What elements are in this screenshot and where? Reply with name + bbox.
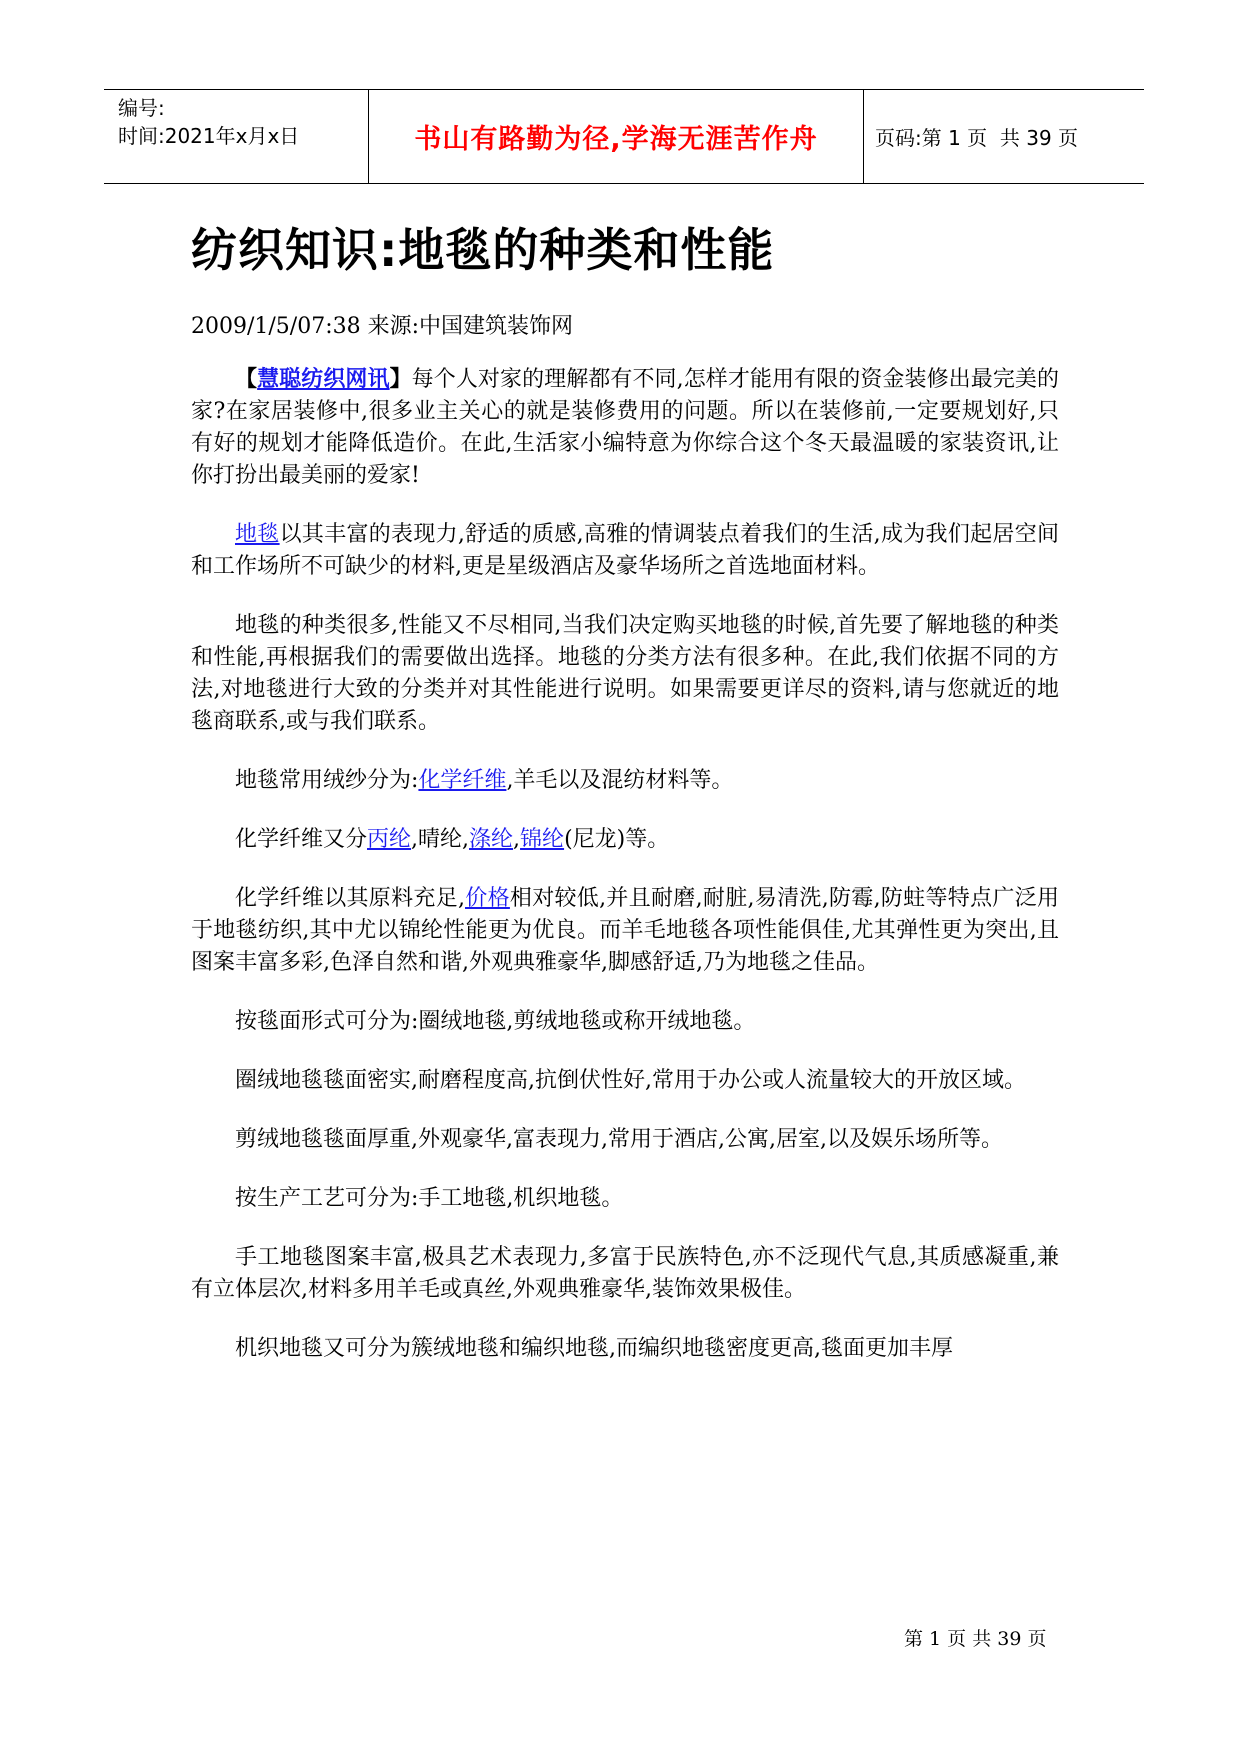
time-label: 时间:2021年x月x日 — [118, 124, 300, 148]
paragraph-text: ,羊毛以及混纺材料等。 — [506, 768, 734, 793]
header-meta-cell — [104, 90, 368, 183]
paragraph-text: 每个人对家的理解都有不同,怎样才能用有限的资金装修出最完美的家?在家居装修中,很多业主关心的就是装修费用的问题。所以在装修前,一定要规划好,只有好的规划才能降低造价。在此,生活家小编特意为你综合这个冬天最温暖的家装资讯,让你打扮出最美丽的爱家! — [191, 367, 1059, 488]
page-info: 页码:第 1 页 共 39 页 — [875, 126, 1079, 150]
paragraph-yarn — [191, 765, 1059, 797]
brand-link[interactable]: 慧聪纺织网讯 — [257, 367, 390, 392]
paragraph-text: ,晴纶, — [411, 827, 470, 852]
paragraph-process: 按生产工艺可分为:手工地毯,机织地毯。 — [235, 1186, 624, 1211]
paragraph-machine: 机织地毯又可分为簇绒地毯和编织地毯,而编织地毯密度更高,毯面更加丰厚 — [235, 1336, 953, 1361]
article-dateline: 2009/1/5/07:38 来源:中国建筑装饰网 — [191, 314, 574, 339]
paragraph-text: 化学纤维以其原料充足, — [235, 886, 465, 911]
chemical-fiber-link[interactable]: 化学纤维 — [418, 768, 507, 793]
bracket-open: 【 — [235, 367, 258, 392]
document-header — [104, 89, 1144, 184]
paragraph-handmade: 手工地毯图案丰富,极具艺术表现力,多富于民族特色,亦不泛现代气息,其质感凝重,兼有立体层次,材料多用羊毛或真丝,外观典雅豪华,装饰效果极佳。 — [191, 1245, 1059, 1302]
page-footer: 第 1 页 共 39 页 — [904, 1628, 1047, 1650]
paragraph-loop-pile: 圈绒地毯毯面密实,耐磨程度高,抗倒伏性好,常用于办公或人流量较大的开放区域。 — [235, 1068, 1026, 1093]
polypropylene-link[interactable]: 丙纶 — [367, 827, 412, 852]
number-label: 编号: — [118, 96, 165, 120]
paragraph-text: 相对较低,并且耐磨,耐脏,易清洗,防霉,防蛀等特点广泛用于地毯纺织,其中尤以锦纶性能更为优良。而羊毛地毯各项性能俱佳,尤其弹性更为突出,且图案丰富多彩,色泽自然和谐,外观典雅豪华,脚感舒适,乃为地毯之佳品。 — [191, 886, 1059, 975]
price-link[interactable]: 价格 — [465, 886, 510, 911]
carpet-link[interactable]: 地毯 — [235, 522, 280, 547]
paragraph-fibers — [191, 824, 1059, 856]
paragraph-cut-pile: 剪绒地毯毯面厚重,外观豪华,富表现力,常用于酒店,公寓,居室,以及娱乐场所等。 — [235, 1127, 1003, 1152]
article-body — [191, 364, 1059, 1392]
paragraph-carpet — [191, 519, 1059, 583]
paragraph-intro — [191, 364, 1059, 492]
paragraph-text: 化学纤维又分 — [235, 827, 368, 852]
paragraph-text: 以其丰富的表现力,舒适的质感,高雅的情调装点着我们的生活,成为我们起居空间和工作场所不可缺少的材料,更是星级酒店及豪华场所之首选地面材料。 — [191, 522, 1059, 579]
motto: 书山有路勤为径,学海无涯苦作舟 — [414, 124, 818, 155]
nylon-link[interactable]: 锦纶 — [520, 827, 565, 852]
paragraph-text: , — [513, 827, 521, 852]
paragraph-types: 地毯的种类很多,性能又不尽相同,当我们决定购买地毯的时候,首先要了解地毯的种类和性能,再根据我们的需要做出选择。地毯的分类方法有很多种。在此,我们依据不同的方法,对地毯进行大致的分类并对其性能进行说明。如果需要更详尽的资料,请与您就近的地毯商联系,或与我们联系。 — [191, 613, 1059, 734]
header-motto-cell — [368, 90, 864, 183]
header-page-cell — [864, 90, 1144, 183]
paragraph-text: 地毯常用绒纱分为: — [235, 768, 419, 793]
paragraph-text: (尼龙)等。 — [564, 827, 670, 852]
paragraph-properties — [191, 883, 1059, 979]
article-title: 纺织知识:地毯的种类和性能 — [191, 223, 775, 277]
polyester-link[interactable]: 涤纶 — [469, 827, 514, 852]
paragraph-surface-types: 按毯面形式可分为:圈绒地毯,剪绒地毯或称开绒地毯。 — [235, 1009, 756, 1034]
bracket-close: 】 — [389, 367, 412, 392]
